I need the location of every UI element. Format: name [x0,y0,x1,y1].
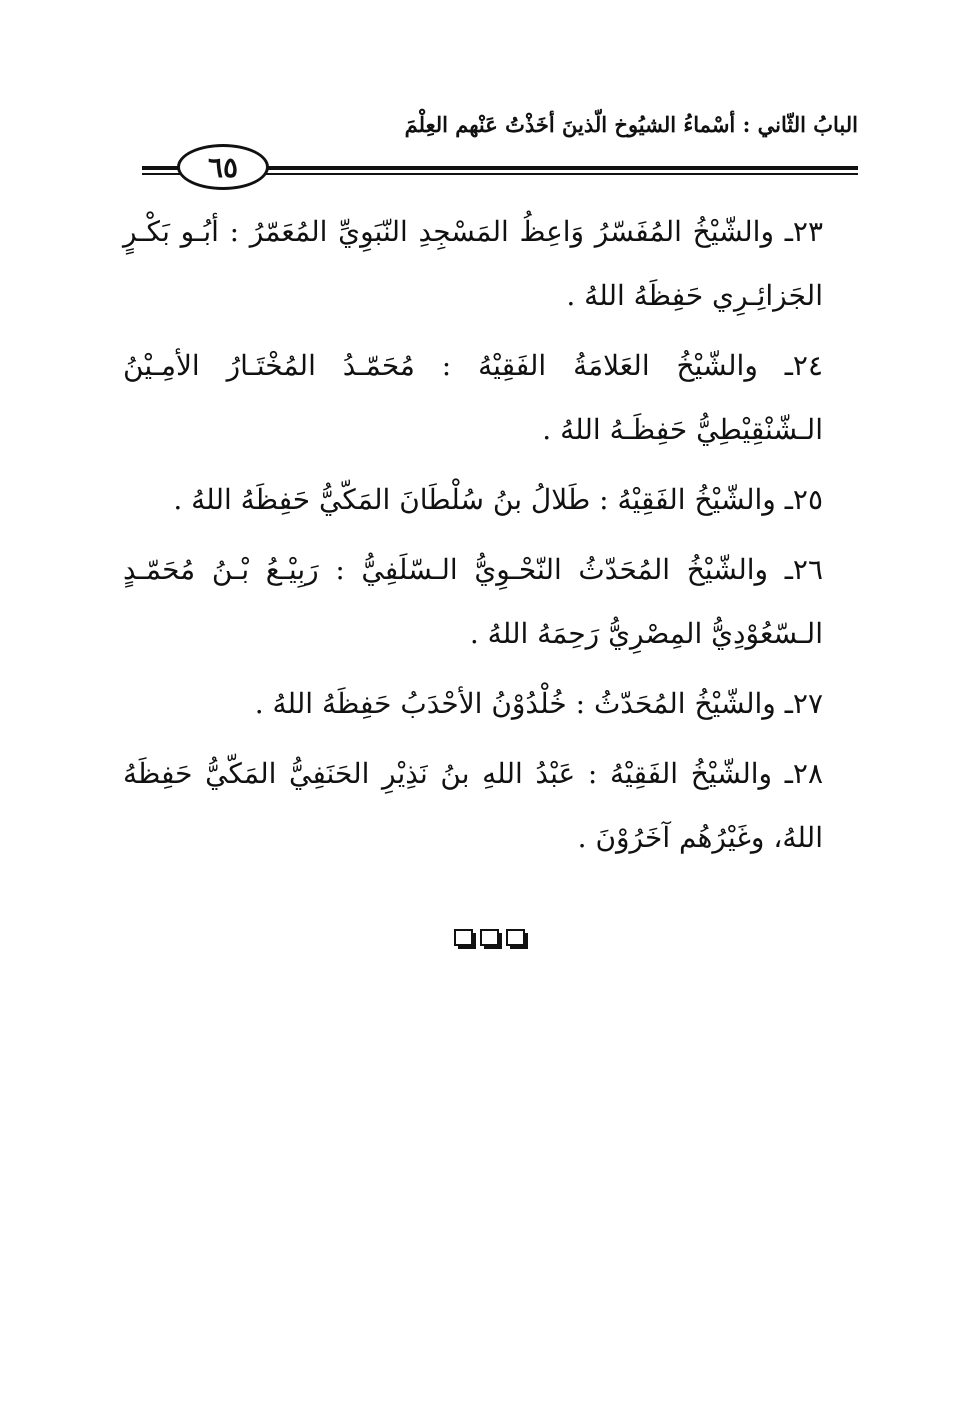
section-end-ornament [454,929,544,953]
list-item-24: ٢٤ـ والشّيْخُ العَلامَةُ الفَقِيْهُ : مُحَمّـدُ المُخْتَـارُ الأمِـيْنُ الـشّنْقِيْطِيُّ حَفِظَـهُ اللهُ . [123,349,823,446]
body-text [123,200,823,876]
list-item-25: ٢٥ـ والشّيْخُ الفَقِيْهُ : طَلالُ بنُ سُلْطَانَ المَكّيُّ حَفِظَهُ اللهُ . [173,483,823,516]
square-ornament-icon [454,929,476,949]
page-number: ٦٥ [177,144,269,190]
list-item-27: ٢٧ـ والشّيْخُ المُحَدّثُ : خُلْدُوْنُ الأحْدَبُ حَفِظَهُ اللهُ . [254,687,823,720]
list-item-26: ٢٦ـ والشّيْخُ المُحَدّثُ النّحْـوِيُّ الـسّلَفِيُّ : رَبِيْـعُ بْـنُ مُحَمّـدٍ الـسّعُوْدِيُّ المِصْرِيُّ رَحِمَهُ اللهُ . [123,553,823,650]
square-ornament-icon [506,929,528,949]
list-item-28: ٢٨ـ والشّيْخُ الفَقِيْهُ : عَبْدُ اللهِ بنُ نَذِيْرِ الحَنَفِيُّ المَكّيُّ حَفِظَهُ اللهُ، وغَيْرُهُم آخَرُوْنَ . [123,757,823,854]
square-ornament-icon [480,929,502,949]
running-header: البابُ الثّاني : أسْماءُ الشيُوخ الّذينَ أخَذْتُ عَنْهم العِلْمَ [404,112,858,137]
list-item-23: ٢٣ـ والشّيْخُ المُفَسّرُ وَاعِظُ المَسْجِدِ النّبَوِيِّ المُعَمّرُ : أبُـو بَكْـرٍ الجَزائِـرِي حَفِظَهُ اللهُ . [123,215,823,312]
